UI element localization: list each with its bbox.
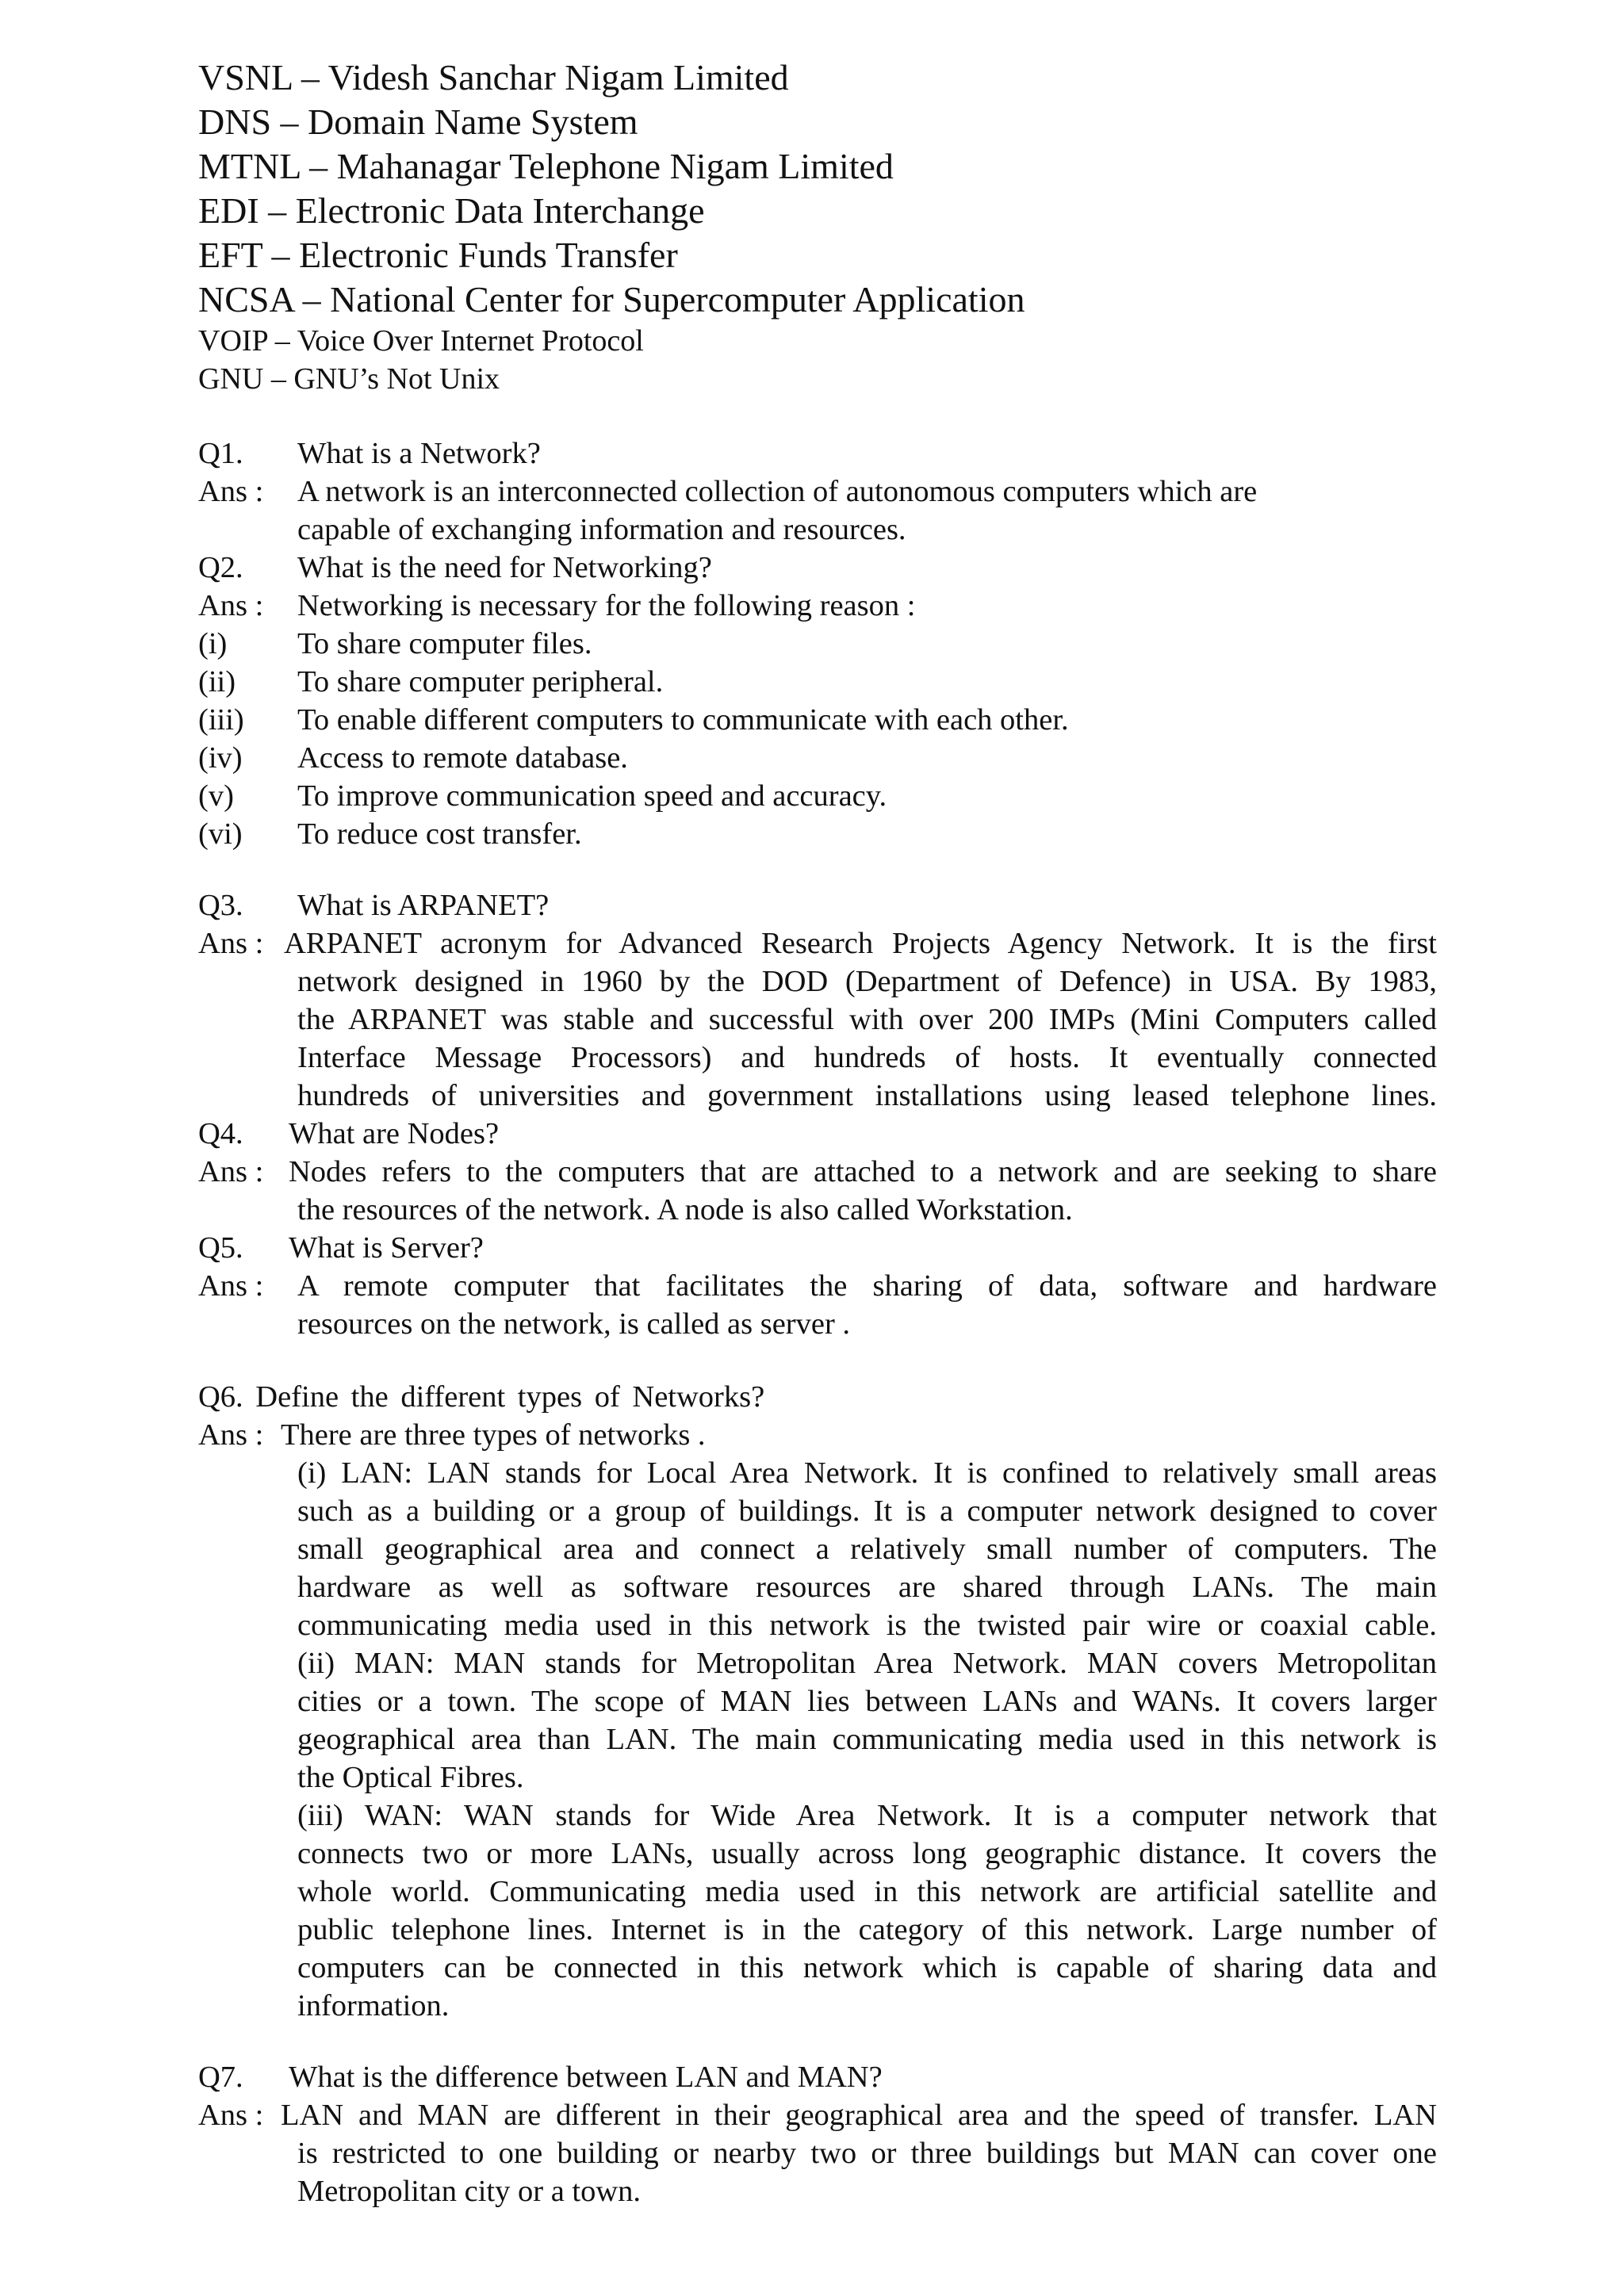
abbreviation-edi: EDI – Electronic Data Interchange [198,190,705,231]
q1-ans-label: Ans : [198,475,264,508]
list-item-text: Access to remote database. [297,741,628,775]
q1-label: Q1. [198,437,243,470]
list-item-number: (iv) [198,741,243,775]
list-item-number: (i) [198,627,228,660]
wan-line-2: connects two or more LANs, usually across long geographic distance. It covers the [297,1837,1437,1870]
list-item-text: To enable different computers to communicate with each other. [297,703,1069,737]
q3-answer-line-1: ARPANET acronym for Advanced Research Projects Agency Network. It is the first [284,927,1437,960]
q5-ans-label: Ans : [198,1269,264,1303]
q3-label: Q3. [198,889,243,922]
q3-answer-line-3: the ARPANET was stable and successful with over 200 IMPs (Mini Computers called [297,1003,1437,1036]
q7-label: Q7. [198,2061,243,2094]
q2-label: Q2. [198,551,243,584]
list-item-number: (iii) [198,703,244,737]
q3-answer-line-2: network designed in 1960 by the DOD (Department of Defence) in USA. By 1983, [297,965,1437,998]
list-item-text: To improve communication speed and accuracy. [297,779,887,813]
list-item-text: To share computer files. [297,627,592,660]
q1-answer-line-1: A network is an interconnected collection of autonomous computers which are [297,475,1258,508]
wan-line-4: public telephone lines. Internet is in the category of this network. Large number of [297,1913,1437,1946]
q4-answer-line-2: the resources of the network. A node is also called Workstation. [297,1193,1073,1226]
q7-answer-line-1: LAN and MAN are different in their geographical area and the speed of transfer. LAN [281,2099,1437,2132]
abbreviation-vsnl: VSNL – Videsh Sanchar Nigam Limited [198,57,789,98]
man-line-1: (ii) MAN: MAN stands for Metropolitan Area Network. MAN covers Metropolitan [297,1647,1437,1680]
lan-line-3: small geographical area and connect a relatively small number of computers. The [297,1533,1437,1566]
q3-answer-line-4: Interface Message Processors) and hundreds of hosts. It eventually connected [297,1041,1437,1074]
q7-question: What is the difference between LAN and MAN? [289,2061,883,2094]
q3-answer-line-5: hundreds of universities and government installations using leased telephone lines. [297,1079,1437,1112]
q4-label: Q4. [198,1117,243,1150]
q7-answer-line-2: is restricted to one building or nearby two or three buildings but MAN can cover one [297,2137,1437,2170]
q7-ans-label: Ans : [198,2099,264,2132]
lan-line-4: hardware as well as software resources are shared through LANs. The main [297,1571,1437,1604]
q1-answer-line-2: capable of exchanging information and resources. [297,513,906,546]
q4-ans-label: Ans : [198,1155,264,1188]
abbreviation-mtnl: MTNL – Mahanagar Telephone Nigam Limited [198,146,894,186]
q4-question: What are Nodes? [289,1117,500,1150]
q5-question: What is Server? [289,1231,484,1265]
man-line-2: cities or a town. The scope of MAN lies between LANs and WANs. It covers larger [297,1685,1437,1718]
q3-ans-label: Ans : [198,927,264,960]
q7-answer-line-3: Metropolitan city or a town. [297,2175,642,2208]
q2-ans-label: Ans : [198,589,264,622]
q5-answer-line-1: A remote computer that facilitates the sharing of data, software and hardware [297,1269,1437,1303]
lan-line-2: such as a building or a group of buildings. It is a computer network designed to cover [297,1494,1437,1528]
abbreviation-eft: EFT – Electronic Funds Transfer [198,235,678,275]
wan-line-1: (iii) WAN: WAN stands for Wide Area Network. It is a computer network that [297,1799,1437,1832]
q2-answer: Networking is necessary for the following reason : [297,589,916,622]
q6-question-text: Q6. Define the different types of Networks? [198,1380,765,1414]
lan-line-5: communicating media used in this network is the twisted pair wire or coaxial cable. [297,1609,1437,1642]
abbreviation-gnu: GNU – GNU’s Not Unix [198,362,500,396]
wan-line-6: information. [297,1989,450,2022]
list-item-number: (vi) [198,817,243,851]
list-item-number: (ii) [198,665,236,698]
q5-answer-line-2: resources on the network, is called as server . [297,1307,851,1341]
list-item-text: To reduce cost transfer. [297,817,582,851]
list-item-number: (v) [198,779,234,813]
q1-question: What is a Network? [297,437,541,470]
abbreviation-voip: VOIP – Voice Over Internet Protocol [198,324,644,358]
man-line-3: geographical area than LAN. The main communicating media used in this network is [297,1723,1437,1756]
wan-line-3: whole world. Communicating media used in this network are artificial satellite and [297,1875,1437,1908]
wan-line-5: computers can be connected in this network which is capable of sharing data and [297,1951,1437,1984]
q5-label: Q5. [198,1231,243,1265]
q4-answer-line-1: Nodes refers to the computers that are attached to a network and are seeking to share [289,1155,1437,1188]
abbreviation-ncsa: NCSA – National Center for Supercomputer Application [198,279,1025,320]
q6-ans-label: Ans : [198,1418,264,1452]
q6-answer: There are three types of networks . [281,1418,706,1452]
abbreviation-dns: DNS – Domain Name System [198,101,638,142]
lan-line-1: (i) LAN: LAN stands for Local Area Network. It is confined to relatively small areas [297,1456,1437,1490]
q2-question: What is the need for Networking? [297,551,712,584]
list-item-text: To share computer peripheral. [297,665,664,698]
man-line-4: the Optical Fibres. [297,1761,524,1794]
q3-question: What is ARPANET? [297,889,550,922]
